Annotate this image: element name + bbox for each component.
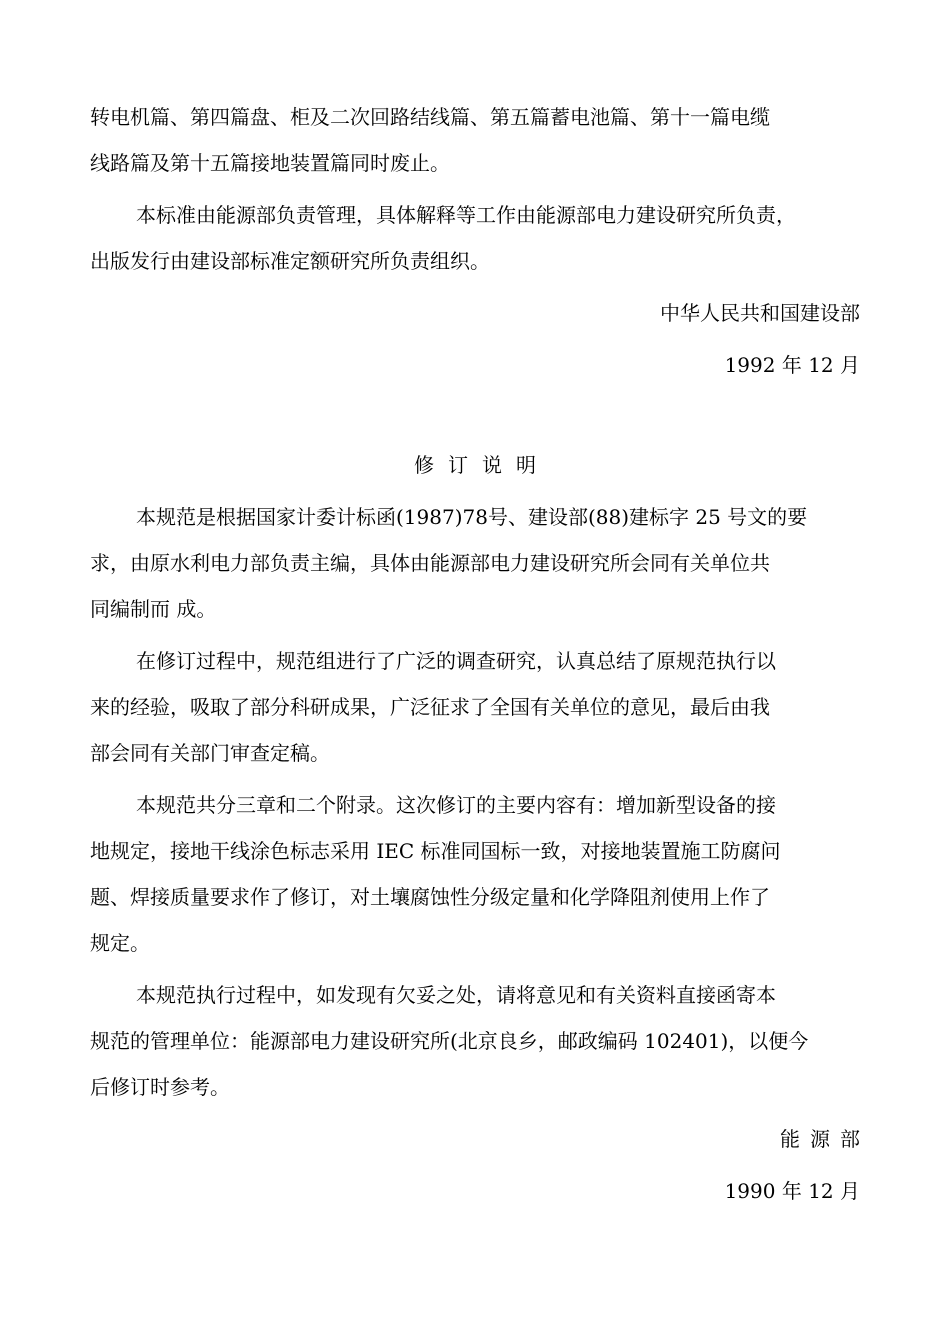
text-line: 求，由原水利电力部负责主编，具体由能源部电力建设研究所会同有关单位共	[90, 551, 770, 575]
text-line: 部会同有关部门审查定稿。	[90, 741, 330, 765]
paragraph-start: 本规范共分三章和二个附录。这次修订的主要内容有：增加新型设备的接	[136, 793, 776, 817]
paragraph-start: 本规范是根据国家计委计标函(1987)78号、建设部(88)建标字 25 号文的要	[136, 505, 808, 529]
text-line: 线路篇及第十五篇接地装置篇同时废止。	[90, 151, 450, 175]
sign-date: 1990 年 12 月	[724, 1179, 860, 1203]
text-line: 转电机篇、第四篇盘、柜及二次回路结线篇、第五篇蓄电池篇、第十一篇电缆	[90, 105, 770, 129]
section-title: 修订说明	[414, 453, 550, 477]
document-page	[90, 94, 870, 1214]
text-line: 后修订时参考。	[90, 1075, 230, 1099]
text-line: 出版发行由建设部标准定额研究所负责组织。	[90, 249, 490, 273]
text-line: 来的经验，吸取了部分科研成果，广泛征求了全国有关单位的意见，最后由我	[90, 695, 770, 719]
text-line: 同编制而 成。	[90, 597, 217, 621]
text-line: 地规定，接地干线涂色标志采用 IEC 标准同国标一致，对接地装置施工防腐问	[90, 839, 781, 863]
revision-section	[90, 442, 870, 1214]
text-line: 规范的管理单位：能源部电力建设研究所(北京良乡，邮政编码 102401)，以便今	[90, 1029, 809, 1053]
paragraph-start: 本规范执行过程中，如发现有欠妥之处，请将意见和有关资料直接函寄本	[136, 983, 776, 1007]
text-line: 题、焊接质量要求作了修订，对土壤腐蚀性分级定量和化学降阻剂使用上作了	[90, 885, 770, 909]
paragraph-start: 本标准由能源部负责管理，具体解释等工作由能源部电力建设研究所负责，	[136, 203, 796, 227]
signatory: 中华人民共和国建设部	[660, 301, 860, 325]
paragraph-start: 在修订过程中，规范组进行了广泛的调查研究，认真总结了原规范执行以	[136, 649, 776, 673]
sign-date: 1992 年 12 月	[724, 353, 860, 377]
signatory: 能源部	[780, 1127, 870, 1151]
text-line: 规定。	[90, 931, 150, 955]
preface-section	[90, 94, 860, 388]
